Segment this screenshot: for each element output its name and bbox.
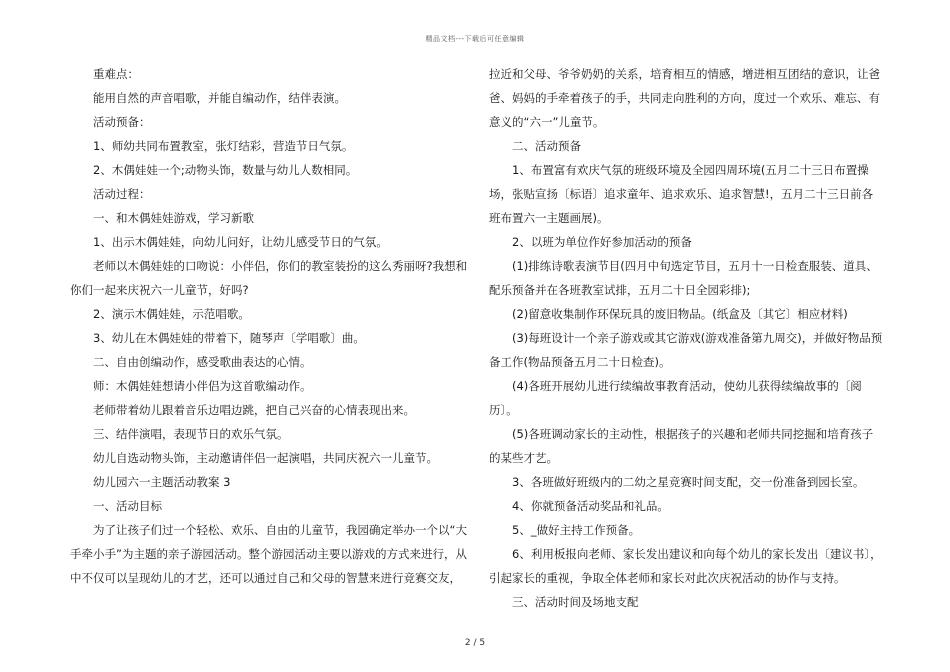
paragraph: 老师以木偶娃娃的口吻说：小伴侣，你们的教室装扮的这么秀丽呀?我想和你们一起来庆祝六一儿童节，好吗? [70,259,468,297]
paragraph: (3)每班设计一个亲子游戏或其它游戏(游戏准备第九周交)，并做好物品预备工作(物品预备五月二十日检查)。 [489,331,883,369]
paragraph: 能用自然的声音唱歌，并能自编动作，结伴表演。 [93,91,346,105]
paragraph: 1、布置富有欢庆气氛的班级环境及全园四周环境(五月二十三日布置操场，张贴宣扬〔标语〕追求童年、追求欢乐、追求智慧!，五月二十三日前各班布置六一主题画展)。 [489,163,874,225]
paragraph: 5、_做好主持工作预备。 [512,523,641,537]
paragraph: (4)各班开展幼儿进行续编故事教育活动，使幼儿获得续编故事的〔阅历〕。 [489,379,862,417]
paragraph: 二、活动预备 [512,139,581,153]
paragraph: (2)留意收集制作环保玩具的废旧物品。(纸盒及〔其它〕相应材料) [512,307,848,321]
paragraph: 幼儿自选动物头饰，主动邀请伴侣一起演唱，共同庆祝六一儿童节。 [93,451,438,465]
paragraph: 二、自由创编动作，感受歌曲表达的心情。 [93,355,312,369]
paragraph: 活动过程： [93,187,151,201]
paragraph: (5)各班调动家长的主动性，根据孩子的兴趣和老师共同挖掘和培育孩子的某些才艺。 [489,427,874,465]
paragraph: (1)排练诗歌表演节目(四月中旬选定节目，五月十一日检查服装、道具、配乐预备并在各班教室试排，五月二十日全园彩排); [489,259,878,297]
paragraph: 老师带着幼儿跟着音乐边唱边跳，把自己兴奋的心情表现出来。 [93,403,415,417]
paragraph: 3、幼儿在木偶娃娃的带着下，随琴声〔学唱歌〕曲。 [93,331,365,345]
paragraph: 4、你就预备活动奖品和礼品。 [512,499,669,513]
paragraph: 三、活动时间及场地支配 [512,595,639,609]
paragraph: 三、结伴演唱，表现节日的欢乐气氛。 [93,427,289,441]
paragraph: 为了让孩子们过一个轻松、欢乐、自由的儿童节，我园确定举办一个以“大手牵小手”为主题的亲子游园活动。整个游园活动主要以游戏的方式来进行，从中不仅可以呈现幼儿的才艺，还可以通过自己和父母的智慧来进行竞赛交友， [70,523,467,585]
paragraph: 1、师幼共同布置教室，张灯结彩，营造节日气氛。 [93,139,354,153]
page-header: 精品文档---下载后可任意编辑 [425,35,525,43]
paragraph: 3、各班做好班级内的二幼之星竞赛时间支配，交一份准备到园长室。 [512,475,865,489]
paragraph: 一、活动目标 [93,499,162,513]
paragraph: 师：木偶娃娃想请小伴侣为这首歌编动作。 [93,379,312,393]
paragraph: 一、和木偶娃娃游戏，学习新歌 [93,211,254,225]
paragraph-continued: 拉近和父母、爷爷奶奶的关系，培育相互的情感，增进相互团结的意识，让爸爸、妈妈的手牵着孩子的手，共同走向胜利的方向，度过一个欢乐、难忘、有意义的“六一”儿童节。 [489,67,880,129]
paragraph: 2、木偶娃娃一个;动物头饰，数量与幼儿人数相同。 [93,163,358,177]
paragraph: 活动预备： [93,115,151,129]
section-title: 幼儿园六一主题活动教案 3 [93,475,231,489]
paragraph: 6、利用板报向老师、家长发出建议和向每个幼儿的家长发出〔建议书〕，引起家长的重视，争取全体老师和家长对此次庆祝活动的协作与支持。 [489,547,882,585]
page-number: 2 / 5 [464,638,486,648]
right-column [489,62,884,614]
left-column [70,62,470,590]
paragraph: 1、出示木偶娃娃，向幼儿问好，让幼儿感受节日的气氛。 [93,235,388,249]
paragraph: 2、以班为单位作好参加活动的预备 [512,235,692,249]
paragraph: 重难点： [93,67,139,81]
paragraph: 2、演示木偶娃娃，示范唱歌。 [93,307,250,321]
